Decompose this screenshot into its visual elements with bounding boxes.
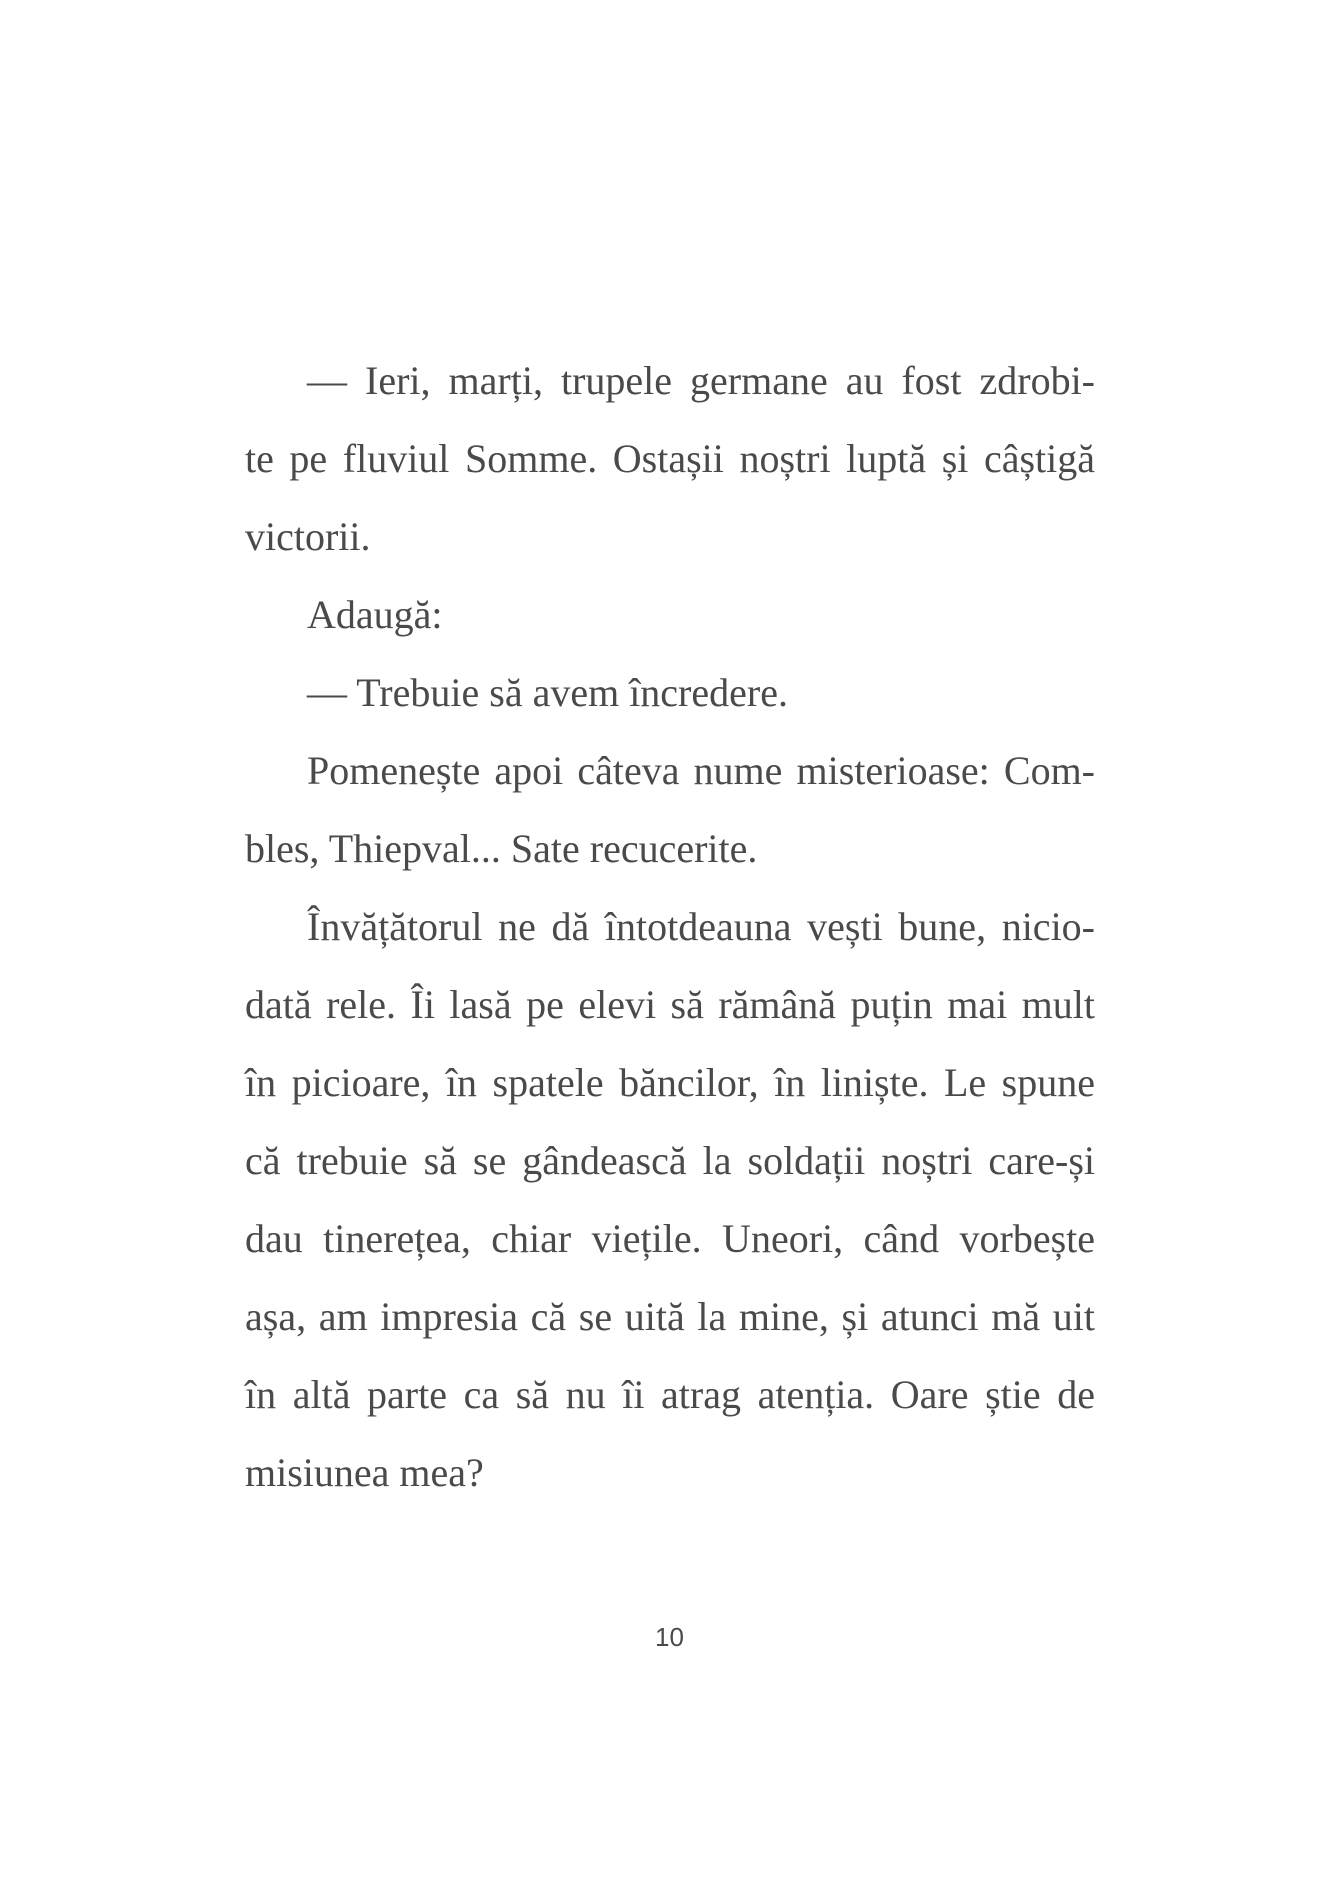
text-line: victorii. xyxy=(245,514,371,559)
text-line: că trebuie să se gândească la soldații noștri care-și xyxy=(245,1138,1095,1183)
text-line: Pomenește apoi câteva nume misterioase: Com- xyxy=(307,748,1095,793)
text-line: Adaugă: xyxy=(307,592,443,637)
text-line: te pe fluviul Somme. Ostașii noștri luptă și câștigă xyxy=(245,436,1095,481)
text-line: bles, Thiepval... Sate recucerite. xyxy=(245,826,758,871)
text-line: dau tinerețea, chiar viețile. Uneori, când vorbește xyxy=(245,1216,1095,1261)
text-line: — Ieri, marți, trupele germane au fost zdrobi- xyxy=(307,358,1095,403)
text-line: — Trebuie să avem încredere. xyxy=(307,670,788,715)
text-line: așa, am impresia că se uită la mine, și atunci mă uit xyxy=(245,1294,1095,1339)
text-line: Învățătorul ne dă întotdeauna vești bune, nicio- xyxy=(307,904,1095,949)
text-line: dată rele. Îi lasă pe elevi să rămână puțin mai mult xyxy=(245,982,1095,1027)
page-number: 10 xyxy=(655,1622,684,1652)
text-line: misiunea mea? xyxy=(245,1450,484,1495)
text-line: în altă parte ca să nu îi atrag atenția. Oare știe de xyxy=(245,1372,1095,1417)
body-text xyxy=(245,342,1095,1512)
text-line: în picioare, în spatele băncilor, în liniște. Le spune xyxy=(245,1060,1095,1105)
